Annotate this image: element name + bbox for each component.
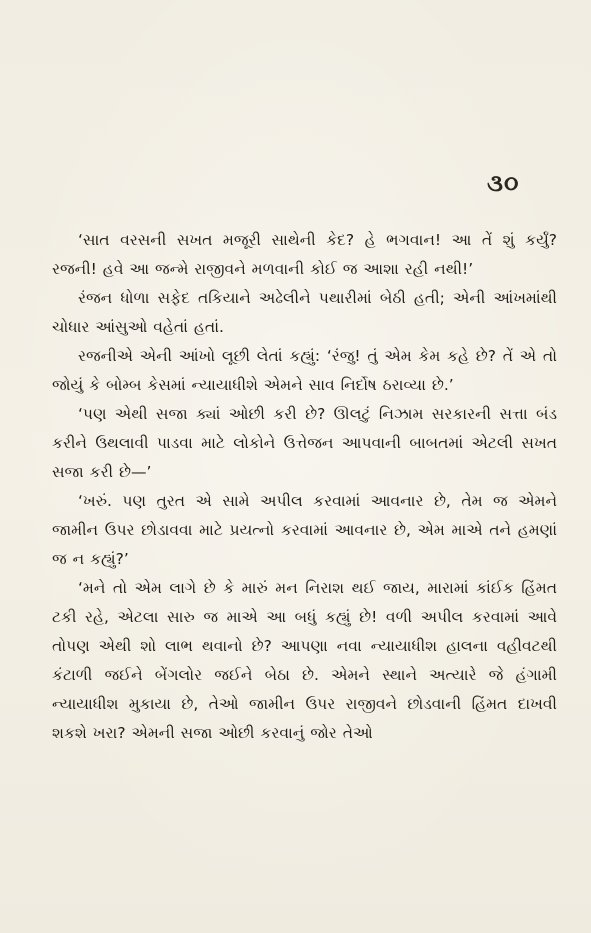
body-text	[52, 226, 557, 748]
paragraph: રજનીએ એની આંખો લૂછી લેતાં કહ્યું: ‘રંજુ! તું એમ કેમ કહે છે? તેં એ તો જોયું કે બોમ્બ કેસમાં ન્યાયાધીશે એમને સાવ નિર્દોષ ઠરાવ્યા છે.’	[52, 347, 557, 394]
paragraph: ‘સાત વરસની સખત મજૂરી સાથેની કેદ? હે ભગવાન! આ તેં શું કર્યું? રજની! હવે આ જન્મે રાજીવને મળવાની કોઈ જ આશા રહી નથી!’	[52, 231, 557, 278]
page-number: ૩૦	[487, 168, 520, 197]
paragraph: ‘પણ એથી સજા ક્યાં ઓછી કરી છે? ઊલટું નિઝામ સરકારની સત્તા બંડ કરીને ઉથલાવી પાડવા માટે લોકોને ઉત્તેજન આપવાની બાબતમાં એટલી સખત સજા કરી છે—’	[52, 405, 557, 481]
paragraph: ‘ખરું. પણ તુરત એ સામે અપીલ કરવામાં આવનાર છે, તેમ જ એમને જામીન ઉપર છોડાવવા માટે પ્રયત્નો કરવામાં આવનાર છે, એમ માએ તને હમણાં જ ન કહ્યું?’	[52, 492, 557, 568]
paragraph: ‘મને તો એમ લાગે છે કે મારું મન નિરાશ થઈ જાય, મારામાં કાંઈક હિંમત ટકી રહે, એટલા સારુ જ માએ આ બધું કહ્યું છે! વળી અપીલ કરવામાં આવે તોપણ એથી શો લાભ થવાનો છે? આપણા નવા ન્યાયાધીશ હાલના વહીવટથી કંટાળી જઈને બેંગલોર જઈને બેઠા છે. એમને સ્થાને અત્યારે જે હંગામી ન્યાયાધીશ મુકાયા છે, તેઓ જામીન ઉપર રાજીવને છોડવાની હિંમત દાખવી શકશે ખરા? એમની સજા ઓછી કરવાનું જોર તેઓ	[52, 579, 557, 742]
paragraph: રંજન ધોળા સફેદ તકિયાને અઢેલીને પથારીમાં બેઠી હતી; એની આંખમાંથી ચોધાર આંસુઓ વહેતાં હતાં.	[52, 289, 557, 336]
